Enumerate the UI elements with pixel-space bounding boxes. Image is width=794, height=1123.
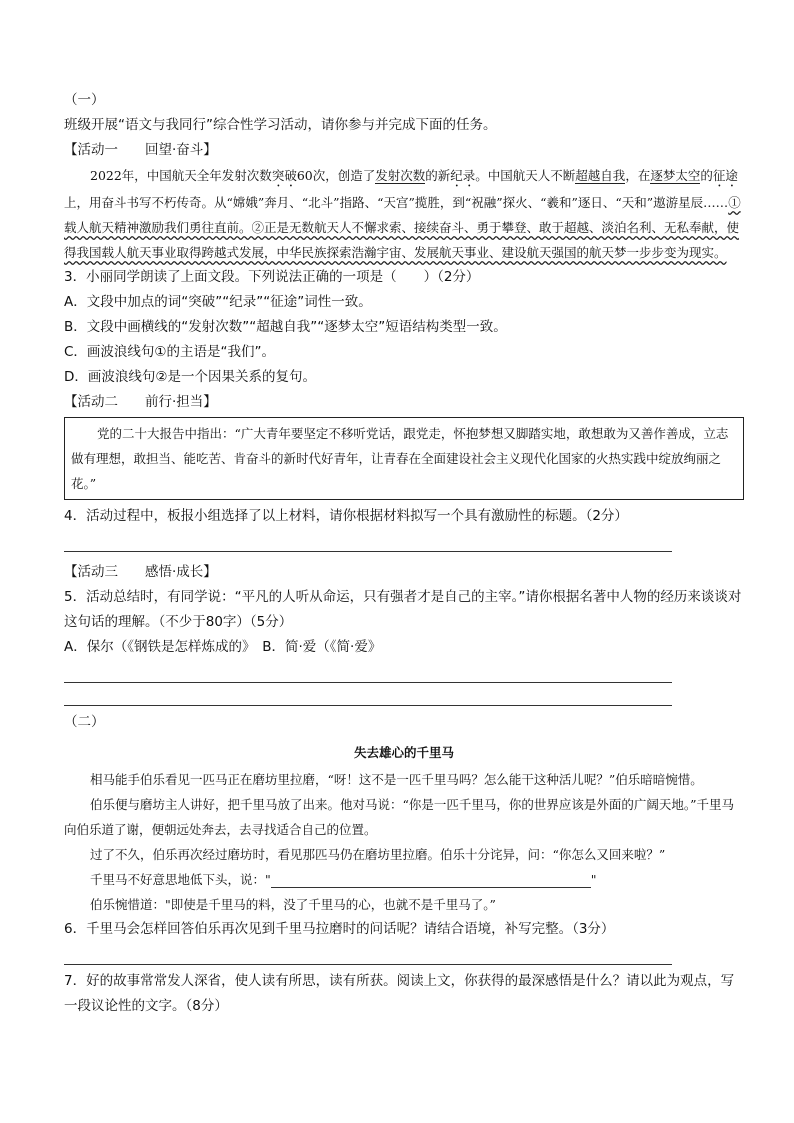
underlined-phrase-3: 逐梦太空 xyxy=(650,168,701,183)
passage: 2022年，中国航天全年发射次数突破60次，创造了发射次数的新纪录。中国航天人不断超越自我，在逐梦太空的征途上，用奋斗书写不朽传奇。从“嫦娥”奔月、“北斗”指路、“天宫”揽胜，到“祝融”探火、“羲和”逐日、“天和”遨游星辰……①载人航天精神激励我们勇往直前。②正是无数航天人不懈求索、接续奋斗、勇于攀登、敢于超越、淡泊名利、无私奉献，使得我国载人航天事业取得跨越式发展，中华民族探索浩瀚宇宙、发展航天事业、建设航天强国的航天梦一步步变为现实。 xyxy=(64,168,741,260)
dotted-word-zhengtu: 征途 xyxy=(712,168,738,183)
quote-box xyxy=(64,417,744,500)
question-3-option-a: A．文段中加点的词“突破”“纪录”“征途”词性一致。 xyxy=(64,294,372,310)
answer-line-q4[interactable] xyxy=(64,531,672,552)
dotted-word-jilu: 纪录 xyxy=(450,168,476,183)
question-4: 4．活动过程中，板报小组选择了以上材料，请你根据材料拟写一个具有激励性的标题。（2分） xyxy=(64,508,628,524)
story-paragraph-5: 伯乐惋惜道："即使是千里马的料，没了千里马的心，也就不是千里马了。” xyxy=(90,897,496,912)
answer-line-q5-2[interactable] xyxy=(64,687,672,706)
question-6: 6．千里马会怎样回答伯乐再次见到千里马拉磨时的问话呢？请结合语境，补写完整。（3分） xyxy=(64,921,615,937)
story-paragraph-4: 千里马不好意思地低下头，说：" " xyxy=(90,872,597,887)
fill-blank-q6[interactable] xyxy=(271,873,591,888)
activity-2-heading: 【活动二 前行·担当】 xyxy=(64,394,217,410)
section-1-intro: 班级开展“语文与我同行”综合性学习活动，请你参与并完成下面的任务。 xyxy=(64,117,497,133)
question-3-option-d: D．画波浪线句②是一个因果关系的复句。 xyxy=(64,369,316,385)
dotted-word-tupo: 突破 xyxy=(271,168,297,183)
section-1-label: （一） xyxy=(64,92,105,108)
activity-1-heading: 【活动一 回望·奋斗】 xyxy=(64,142,217,158)
answer-line-q5-1[interactable] xyxy=(64,662,672,683)
question-7: 7．好的故事常常发人深省，使人读有所思，读有所获。阅读上文，你获得的最深感悟是什么？请以此为观点，写一段议论性的文字。（8分） xyxy=(64,973,735,1014)
underlined-phrase-2: 超越自我 xyxy=(575,168,626,183)
story-paragraph-2: 伯乐便与磨坊主人讲好，把千里马放了出来。他对马说：“你是一匹千里马，你的世界应该是外面的广阔天地。”千里马向伯乐道了谢，便朝远处奔去，去寻找适合自己的位置。 xyxy=(64,797,735,837)
question-5-options: A．保尔（《钢铁是怎样炼成的》 B．简·爱（《简·爱》 xyxy=(64,639,382,655)
question-3-option-c: C．画波浪线句①的主语是“我们”。 xyxy=(64,344,276,360)
exam-page xyxy=(64,88,744,1019)
story-title: 失去雄心的千里马 xyxy=(353,745,454,760)
story-paragraph-3: 过了不久，伯乐再次经过磨坊时，看见那匹马仍在磨坊里拉磨。伯乐十分诧异，问：“你怎么又回来啦？” xyxy=(90,847,666,862)
question-3-option-b: B．文段中画横线的“发射次数”“超越自我”“逐梦太空”短语结构类型一致。 xyxy=(64,319,507,335)
wavy-underlined-sentences: ①载人航天精神激励我们勇往直前。②正是无数航天人不懈求索、接续奋斗、勇于攀登、敢于超越、淡泊名利、无私奉献，使得我国载人航天事业取得跨越式发展，中华民族探索浩瀚宇宙、发展航天事业、建设航天强国的航天梦一步步变为现实。 xyxy=(64,195,741,260)
section-2-label: （二） xyxy=(64,714,105,730)
story-paragraph-1: 相马能手伯乐看见一匹马正在磨坊里拉磨，“呀！这不是一匹千里马吗？怎么能干这种活儿呢？”伯乐暗暗惋惜。 xyxy=(90,772,703,787)
activity-3-heading: 【活动三 感悟·成长】 xyxy=(64,564,217,580)
answer-line-q6[interactable] xyxy=(64,944,672,965)
underlined-phrase-1: 发射次数 xyxy=(375,168,426,183)
quote-text: 党的二十大报告中指出：“广大青年要坚定不移听党话，跟党走，怀抱梦想又脚踏实地，敢想敢为又善作善成，立志做有理想，敢担当、能吃苦、肯奋斗的新时代好青年，让青春在全面建设社会主义现代化国家的火热实践中绽放绚丽之花。” xyxy=(71,426,729,491)
question-5: 5．活动总结时，有同学说：“平凡的人听从命运，只有强者才是自己的主宰。”请你根据名著中人物的经历来谈谈对这句话的理解。（不少于80字）（5分） xyxy=(64,589,742,630)
question-3-stem: 3．小丽同学朗读了上面文段。下列说法正确的一项是（ ）（2分） xyxy=(64,269,480,285)
